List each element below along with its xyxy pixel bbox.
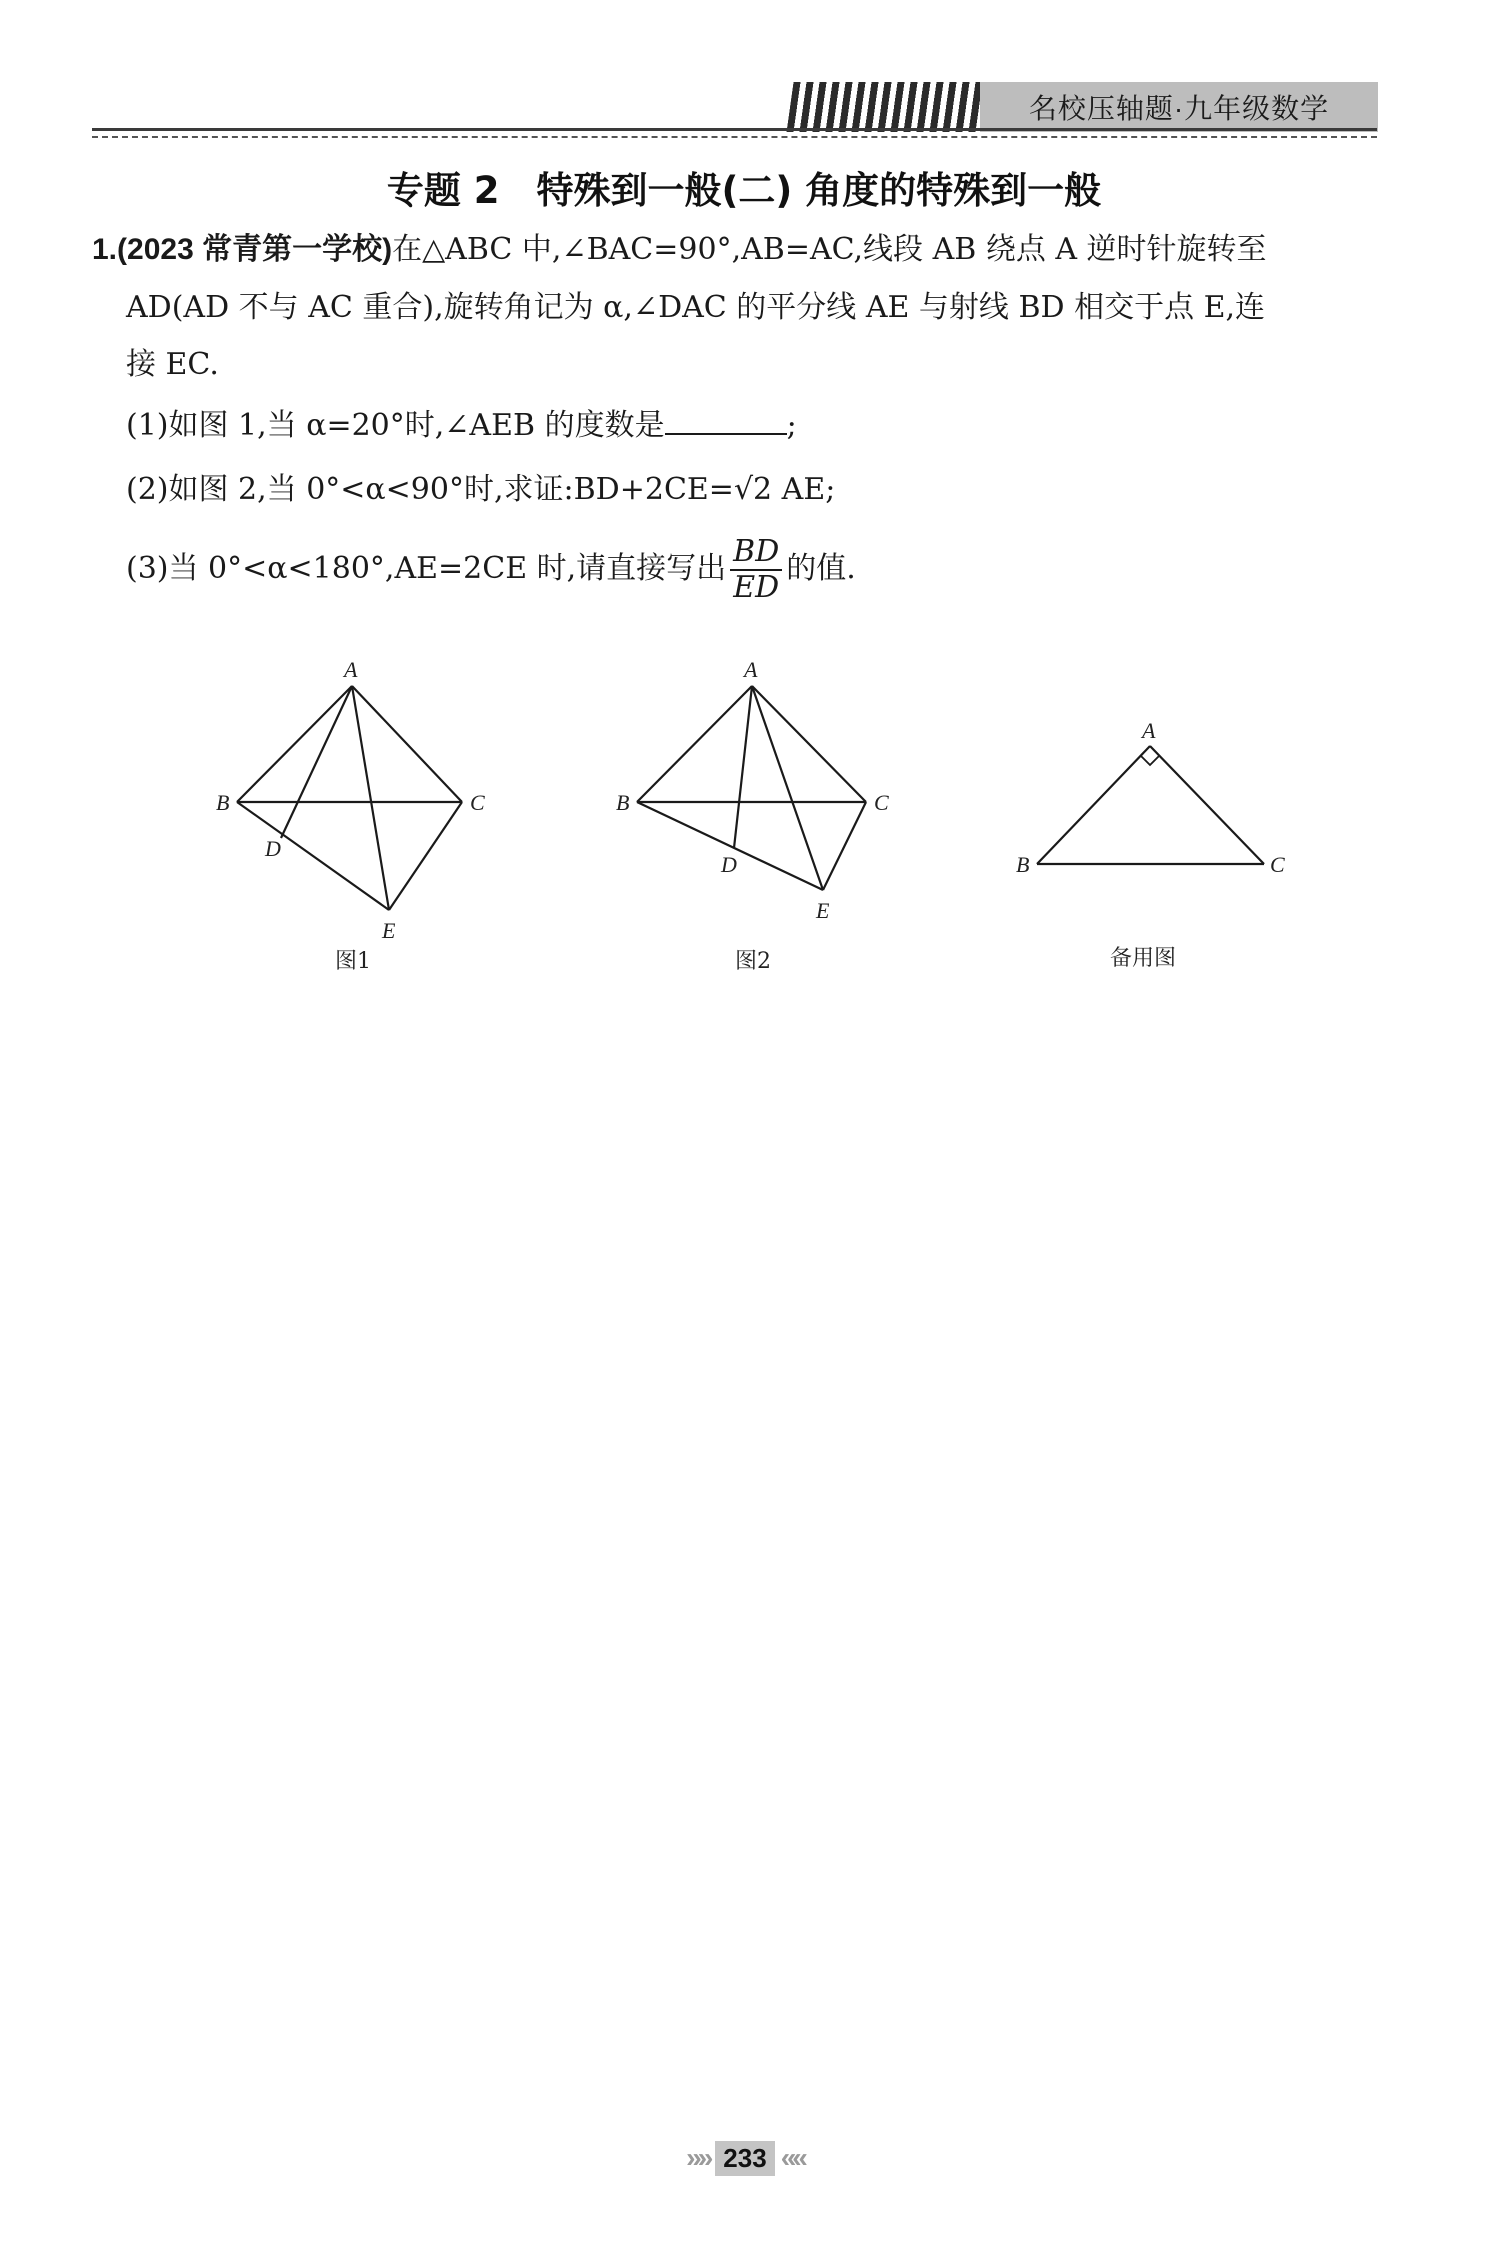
problem-text-1: 在△ABC 中,∠BAC=90°,AB=AC,线段 AB 绕点 A 逆时针旋转至 <box>392 232 1267 267</box>
problem-number: 1. <box>92 233 118 266</box>
fig2-label-B: B <box>616 790 630 815</box>
question-2: (2)如图 2,当 0°<α<90°时,求证:BD+2CE=√2 AE; <box>126 472 836 507</box>
header-rule <box>92 128 1377 131</box>
fig2-caption: 图2 <box>735 949 771 974</box>
page-title: 专题 2 特殊到一般(二) 角度的特殊到一般 <box>386 169 1102 212</box>
fig3-caption: 备用图 <box>1110 946 1177 971</box>
fig2-label-A: A <box>744 657 758 682</box>
figure-2-diagram <box>637 686 866 890</box>
page-footer <box>650 2138 840 2178</box>
fig3-label-B: B <box>1016 852 1030 877</box>
question-1-end: ; <box>786 408 797 443</box>
page-number: 233 <box>715 2141 774 2176</box>
question-1 <box>126 405 797 446</box>
question-3-text: (3)当 0°<α<180°,AE=2CE 时,请直接写出 <box>126 551 727 586</box>
left-arrows-icon: »» <box>686 2142 710 2173</box>
header-dashed-rule <box>92 136 1377 138</box>
header-label: 名校压轴题·九年级数学 <box>980 82 1378 132</box>
header-stripes <box>786 82 983 132</box>
right-angle-mark <box>1141 756 1159 765</box>
fraction-denominator: ED <box>733 570 780 605</box>
fig1-label-A: A <box>344 657 358 682</box>
ratio-fraction <box>730 535 782 605</box>
question-3-end: 的值. <box>786 551 856 586</box>
problem-line-2: AD(AD 不与 AC 重合),旋转角记为 α,∠DAC 的平分线 AE 与射线 BD 相交于点 E,连 <box>126 290 1266 325</box>
fig1-label-D: D <box>265 836 281 861</box>
answer-blank <box>665 405 787 435</box>
fig1-label-E: E <box>382 918 396 943</box>
question-3 <box>126 535 856 605</box>
fig2-label-C: C <box>874 790 889 815</box>
fig1-label-B: B <box>216 790 230 815</box>
problem-source: (2023 常青第一学校) <box>117 233 393 266</box>
figures-area <box>0 640 1488 1000</box>
fig2-label-E: E <box>816 898 830 923</box>
spare-figure-diagram <box>1037 746 1264 864</box>
fig2-label-D: D <box>721 852 737 877</box>
problem-line-1 <box>92 230 1267 270</box>
fig1-caption: 图1 <box>335 949 371 974</box>
fraction-numerator: BD <box>730 535 782 571</box>
right-arrows-icon: «« <box>780 2142 804 2173</box>
fig1-label-C: C <box>470 790 485 815</box>
question-1-text: (1)如图 1,当 α=20°时,∠AEB 的度数是 <box>126 408 665 443</box>
fig3-label-C: C <box>1270 852 1285 877</box>
problem-line-3: 接 EC. <box>126 347 219 382</box>
figure-1-diagram <box>237 686 462 910</box>
fig3-label-A: A <box>1142 718 1156 743</box>
